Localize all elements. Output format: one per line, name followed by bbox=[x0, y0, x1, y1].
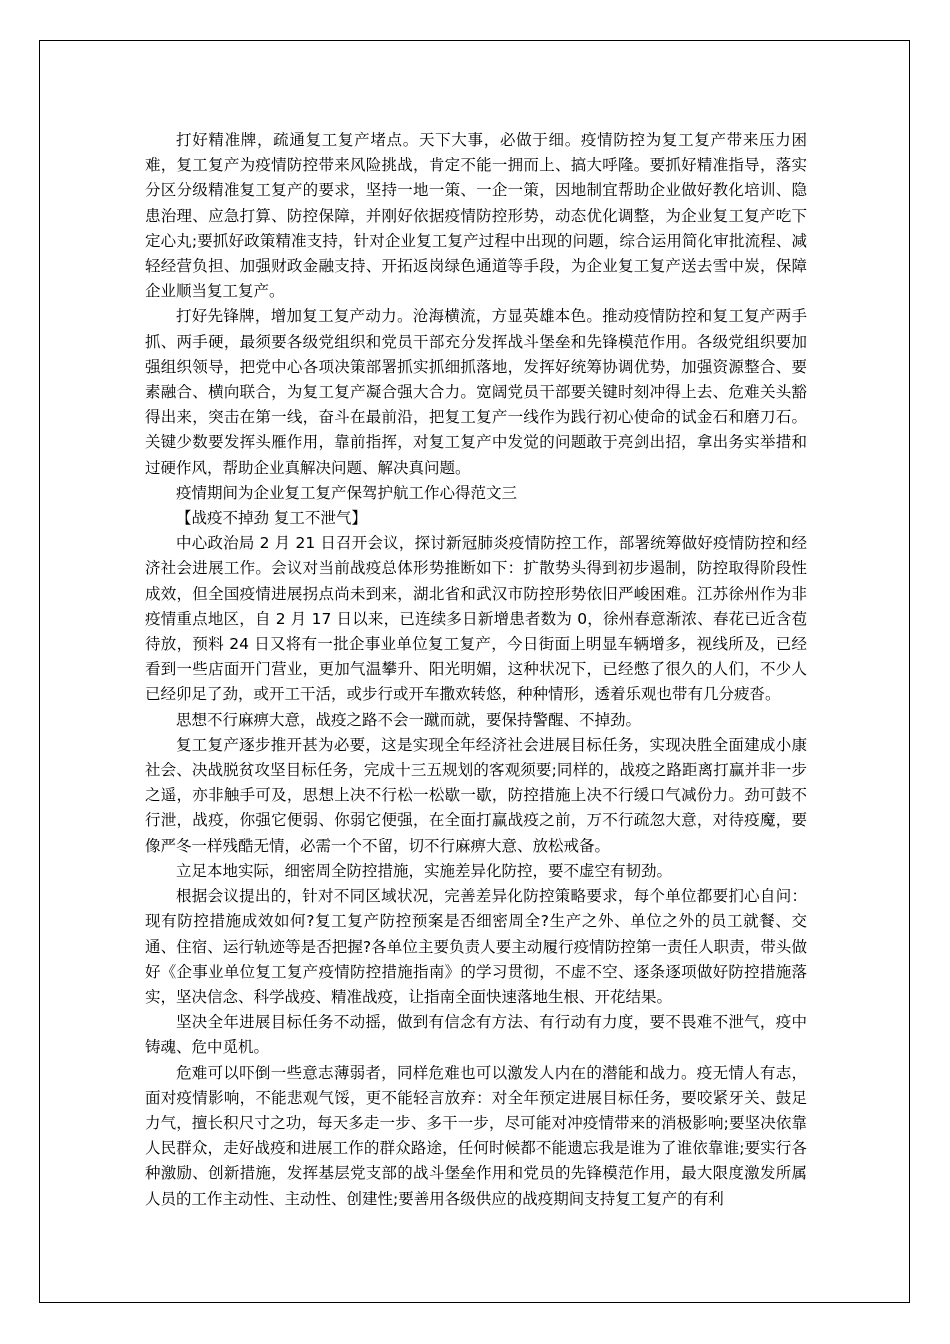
paragraph-alertness: 思想不行麻痹大意，战疫之路不会一蹴而就，要保持警醒、不掉劲。 bbox=[176, 710, 642, 729]
paragraph-self-check: 根据会议提出的，针对不同区域状况，完善差异化防控策略要求，每个单位都要扪心自问：现有防控措施成效如何?复工复产防控预案是否细密周全?生产之外、单位之外的员工就餐、交通、住宿、运行轨迹等是否把握?各单位主要负责人要主动履行疫情防控第一责任人职责，带头做好《企事业单位复工复产疫情防控措施指南》的学习贯彻，不虚不空、逐条逐项做好防控措施落实，坚决信念、科学战疫、精准战疫，让指南全面快速落地生根、开花结果。 bbox=[145, 887, 807, 1006]
section-title: 疫情期间为企业复工复产保驾护航工作心得范文三 bbox=[176, 483, 518, 502]
paragraph-goals: 坚决全年进展目标任务不动摇，做到有信念有方法、有行动有力度，要不畏难不泄气，疫中铸魂、危中觅机。 bbox=[145, 1013, 807, 1057]
section-subtitle: 【战疫不掉劲 复工不泄气】 bbox=[176, 509, 367, 528]
paragraph-resumption: 复工复产逐步推开甚为必要，这是实现全年经济社会进展目标任务，实现决胜全面建成小康社会、决战脱贫攻坚目标任务，完成十三五规划的客观须要;同样的，战疫之路距离打赢并非一步之遥，亦非触手可及，思想上决不行松一松歇一歇，防控措施上决不行缓口气减份力。劲可鼓不行泄，战疫，你强它便弱、你弱它便强，在全面打赢战疫之前，万不行疏忽大意，对待疫魔，要像严冬一样残酷无情，必需一个不留，切不行麻痹大意、放松戒备。 bbox=[145, 735, 807, 855]
document-body bbox=[145, 128, 807, 1212]
paragraph-meeting: 中心政治局 2 月 21 日召开会议，探讨新冠肺炎疫情防控工作，部署统筹做好疫情防控和经济社会进展工作。会议对当前战疫总体形势推断如下：扩散势头得到初步遏制，防控取得阶段性成效，但全国疫情进展拐点尚未到来，湖北省和武汉市防控形势依旧严峻困难。江苏徐州作为非疫情重点地区，自 2 月 17 日以来，已连续多日新增患者数为 0，徐州春意渐浓、春花已近含苞待放，预料 24 日又将有一批企事业单位复工复产，今日街面上明显车辆增多，视线所及，已经看到一些店面开门营业，更加气温攀升、阳光明媚，这种状况下，已经憋了很久的人们，不少人已经卯足了劲，或开工干活，或步行或开车撒欢转悠，种种情形，透着乐观也带有几分疲沓。 bbox=[145, 534, 807, 704]
paragraph-precision: 打好精准牌，疏通复工复产堵点。天下大事，必做于细。疫情防控为复工复产带来压力困难，复工复产为疫情防控带来风险挑战，肯定不能一拥而上、搞大呼隆。要抓好精准指导，落实分区分级精准复工复产的要求，坚持一地一策、一企一策，因地制宜帮助企业做好教化培训、隐患治理、应急打算、防控保障，并刚好依据疫情防控形势，动态优化调整，为企业复工复产吃下定心丸;要抓好政策精准支持，针对企业复工复产过程中出现的问题，综合运用简化审批流程、减轻经营负担、加强财政金融支持、开拓返岗绿色通道等手段，为企业复工复产送去雪中炭，保障企业顺当复工复产。 bbox=[145, 131, 807, 301]
paragraph-local-measures: 立足本地实际，细密周全防控措施，实施差异化防控，要不虚空有韧劲。 bbox=[176, 861, 673, 880]
paragraph-hardship: 危难可以吓倒一些意志薄弱者，同样危难也可以激发人内在的潜能和战力。疫无情人有志，面对疫情影响，不能悲观气馁，更不能轻言放弃：对全年预定进展目标任务，要咬紧牙关、鼓足力气，擅长积尺寸之功，每天多走一步、多干一步，尽可能对冲疫情带来的消极影响;要坚决依靠人民群众，走好战疫和进展工作的群众路途，任何时候都不能遗忘我是谁为了谁依靠谁;要实行各种激励、创新措施，发挥基层党支部的战斗堡垒作用和党员的先锋模范作用，最大限度激发所属人员的工作主动性、主动性、创建性;要善用各级供应的战疫期间支持复工复产的有利 bbox=[145, 1063, 807, 1208]
paragraph-vanguard: 打好先锋牌，增加复工复产动力。沧海横流，方显英雄本色。推动疫情防控和复工复产两手抓、两手硬，最须要各级党组织和党员干部充分发挥战斗堡垒和先锋模范作用。各级党组织要加强组织领导，把党中心各项决策部署抓实抓细抓落地，发挥好统筹协调优势，加强资源整合、要素融合、横向联合，为复工复产凝合强大合力。宽阔党员干部要关键时刻冲得上去、危难关头豁得出来，突击在第一线，奋斗在最前沿，把复工复产一线作为践行初心使命的试金石和磨刀石。关键少数要发挥头雁作用，靠前指挥，对复工复产中发觉的问题敢于亮剑出招，拿出务实举措和过硬作风，帮助企业真解决问题、解决真问题。 bbox=[145, 307, 807, 477]
